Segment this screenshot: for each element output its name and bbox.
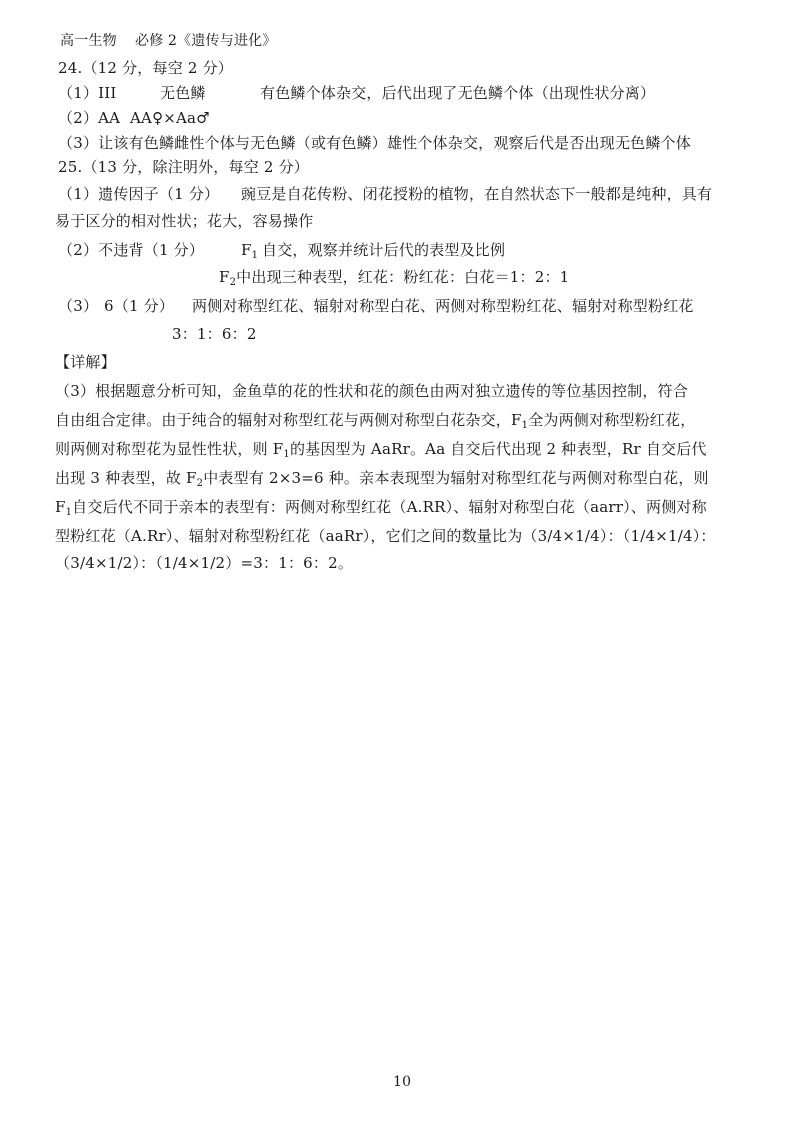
detail-text-3: 则两侧对称型花为显性性状，则 $F_1$的基因型为 AaRr。Aa 自交后代出现 2 种表型，Rr 自交后代	[55, 440, 707, 460]
q24-a1-num: （1）III	[58, 84, 117, 102]
q24-a2-num: （2）AA	[58, 109, 121, 127]
header-book: 必修 2《遗传与进化》	[135, 33, 277, 49]
q25-a2-text: 自交，观察并统计后代的表型及比例	[262, 241, 506, 259]
detail-text-7: （3/4×1/2）：（1/4×1/2）=3：1：6：2。	[55, 554, 354, 572]
detail-text-6: 型粉红花（A.Rr）、辐射对称型粉红花（aaRr），它们之间的数量比为（3/4×1/4）：（1/4×1/4）：	[55, 527, 716, 545]
q25-a2-num: （2）不违背（1 分）	[58, 241, 205, 259]
q24-a1-c: 有色鳞个体杂交，后代出现了无色鳞个体（出现性状分离）	[260, 84, 656, 102]
q25-title: 25.（13 分，除注明外，每空 2 分）	[58, 158, 309, 176]
q25-a3-b: 6（1 分）	[104, 297, 175, 315]
detail-text-5: $F_1$自交后代不同于亲本的表型有：两侧对称型红花（A.RR）、辐射对称型白花（aarr）、两侧对称	[55, 498, 707, 518]
page-number: 10	[393, 1074, 412, 1090]
q24-a1-b: 无色鳞	[160, 84, 206, 102]
detail-heading: 【详解】	[55, 353, 116, 371]
q25-a1-text2: 易于区分的相对性状；花大，容易操作	[55, 212, 314, 230]
q24-title: 24.（12 分，每空 2 分）	[58, 59, 233, 77]
detail-text-2: 自由组合定律。由于纯合的辐射对称型红花与两侧对称型白花杂交，$F_1$全为两侧对称型粉红花，	[55, 411, 696, 431]
q25-a1-text: 豌豆是自花传粉、闭花授粉的植物，在自然状态下一般都是纯种，具有	[241, 185, 713, 203]
detail-text-1: （3）根据题意分析可知，金鱼草的花的性状和花的颜色由两对独立遗传的等位基因控制，符合	[55, 382, 688, 400]
q25-a1-num: （1）遗传因子（1 分）	[58, 185, 220, 203]
q25-a2-line2: $F_2$中出现三种表型，红花：粉红花：白花＝1：2：1	[219, 268, 570, 288]
q25-a3-num: （3）	[58, 297, 99, 315]
q24-a2-b: AA♀×Aa♂	[130, 109, 210, 127]
header-course: 高一生物	[60, 33, 117, 49]
q25-a3-c: 两侧对称型红花、辐射对称型白花、两侧对称型粉红花、辐射对称型粉红花	[192, 297, 694, 315]
q25-a3-ratio: 3：1：6：2	[172, 325, 257, 343]
detail-text-4: 出现 3 种表型，故 $F_2$中表型有 2×3=6 种。亲本表现型为辐射对称型红花与两侧对称型白花，则	[55, 469, 709, 489]
q25-a2-f1: $F_1$	[241, 241, 259, 261]
q24-a3: （3）让该有色鳞雌性个体与无色鳞（或有色鳞）雄性个体杂交，观察后代是否出现无色鳞个体	[58, 134, 691, 152]
